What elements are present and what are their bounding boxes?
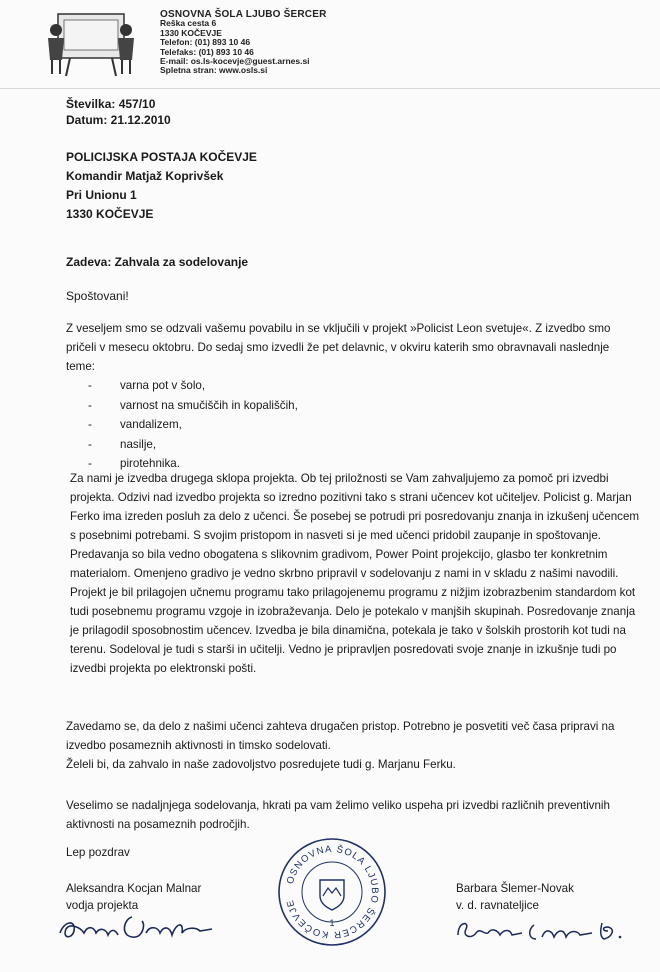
- recipient-address: [66, 148, 257, 224]
- school-address-street: Reška cesta 6: [160, 18, 217, 29]
- document-date: Datum: 21.12.2010: [66, 113, 171, 127]
- recipient-line: 1330 KOČEVJE: [66, 207, 154, 221]
- topics-list: [88, 376, 298, 474]
- paragraph-thanks-text: Želeli bi, da zahvalo in naše zadovoljstvo posredujete tudi g. Marjanu Ferku.: [66, 758, 456, 771]
- paragraph-approach: [66, 717, 636, 774]
- document-number: Številka: 457/10: [66, 97, 156, 111]
- signer-name: Barbara Šlemer-Novak: [456, 882, 574, 895]
- stamp-number: 1: [329, 918, 335, 928]
- list-item: - nasilje,: [88, 435, 298, 455]
- letter-subject: Zadeva: Zahvala za sodelovanje: [66, 255, 249, 269]
- handwritten-signature-right: [452, 915, 652, 945]
- signer-role: vodja projekta: [66, 899, 139, 912]
- recipient-line: Pri Unionu 1: [66, 188, 137, 202]
- paragraph-closing: Veselimo se nadaljnjega sodelovanja, hkrati pa vam želimo veliko uspeha pri izvedbi različnih preventivnih aktivnosti na posameznih področjih.: [66, 799, 610, 831]
- recipient-line: POLICIJSKA POSTAJA KOČEVJE: [66, 150, 257, 164]
- school-header: [160, 10, 327, 76]
- list-item: - varnost na smučiščih in kopališčih,: [88, 396, 298, 416]
- list-item: - varna pot v šolo,: [88, 376, 298, 396]
- signer-name: Aleksandra Kocjan Malnar: [66, 882, 202, 895]
- school-fax: Telefaks: (01) 893 10 46: [160, 46, 254, 57]
- paragraph-main: Za nami je izvedba drugega sklopa projekta. Ob tej priložnosti se Vam zahvaljujemo za pomoč pri izvedbi projekta. Odzivi nad izvedbo projekta so izredno pozitivni tako s strani učencev kot učiteljev. Policist g. Marjan Ferko ima izreden posluh za delo z učenci. Še posebej se potrudi pri posredovanju znanja in izkušenj učencem s posebnimi potrebami. S svojim pristopom in nasveti si je med učenci pridobil zaupanje in spoštovanje. Predavanja so bila vedno obogatena s slikovnim gradivom, Power Point projekcijo, glasbo ter konkretnim materialom. Omenjeno gradivo je vedno skrbno pripravil v sodelovanju z nami in v skladu z našimi navodili. Projekt je bil prilagojen učnemu programu tako prilagojenemu programu z nižjim izobrazbenim standardom kot tudi posebnemu programu vzgoje in izobraževanja. Delo je potekalo v manjših skupinah. Posredovanje znanja je prilagodil sposobnostim učencev. Izvedba je bila dinamična, potekala je tako v šolskih prostorih kot tudi na terenu. Sodeloval je tudi s starši in učitelji. Vedno je pripravljen posredovati svoje znanje in izkušnje tudi po izvedbi projekta po elektronski pošti.: [70, 472, 640, 675]
- document-meta: [66, 96, 171, 128]
- list-item: - vandalizem,: [88, 415, 298, 435]
- school-logo: [44, 8, 136, 78]
- signer-role: v. d. ravnateljice: [456, 899, 539, 912]
- paragraph-approach-text: Zavedamo se, da delo z našimi učenci zahteva drugačen pristop. Potrebno je posvetiti več časa pripravi na izvedbo posameznih aktivnosti in timsko sodelovati.: [66, 720, 615, 752]
- header-divider: [0, 88, 660, 89]
- school-phone: Telefon: (01) 893 10 46: [160, 37, 251, 48]
- school-email: E-mail: os.ls-kocevje@guest.arnes.si: [160, 56, 310, 67]
- letter-greeting: Spoštovani!: [66, 289, 129, 303]
- school-name: OSNOVNA ŠOLA LJUBO ŠERCER: [160, 9, 327, 20]
- stamp-text: OSNOVNA ŠOLA LJUBO ŠERCER KOČEVJE: [284, 843, 381, 941]
- school-web: Spletna stran: www.osls.si: [160, 65, 268, 76]
- school-address-city: 1330 KOČEVJE: [160, 27, 222, 38]
- signature-right: [456, 880, 574, 914]
- closing-salutation: Lep pozdrav: [66, 846, 130, 859]
- paragraph-intro: Z veseljem smo se odzvali vašemu povabilu in se vključili v projekt »Policist Leon svetuje«. Z izvedbo smo pričeli v mesecu oktobru. Do sedaj smo izvedli že pet delavnic, v okviru katerih smo obravnavali naslednje teme:: [66, 322, 611, 373]
- recipient-line: Komandir Matjaž Koprivšek: [66, 169, 224, 183]
- list-item: - pirotehnika.: [88, 454, 298, 474]
- school-stamp: [276, 836, 388, 948]
- handwritten-signature-left: [50, 905, 250, 945]
